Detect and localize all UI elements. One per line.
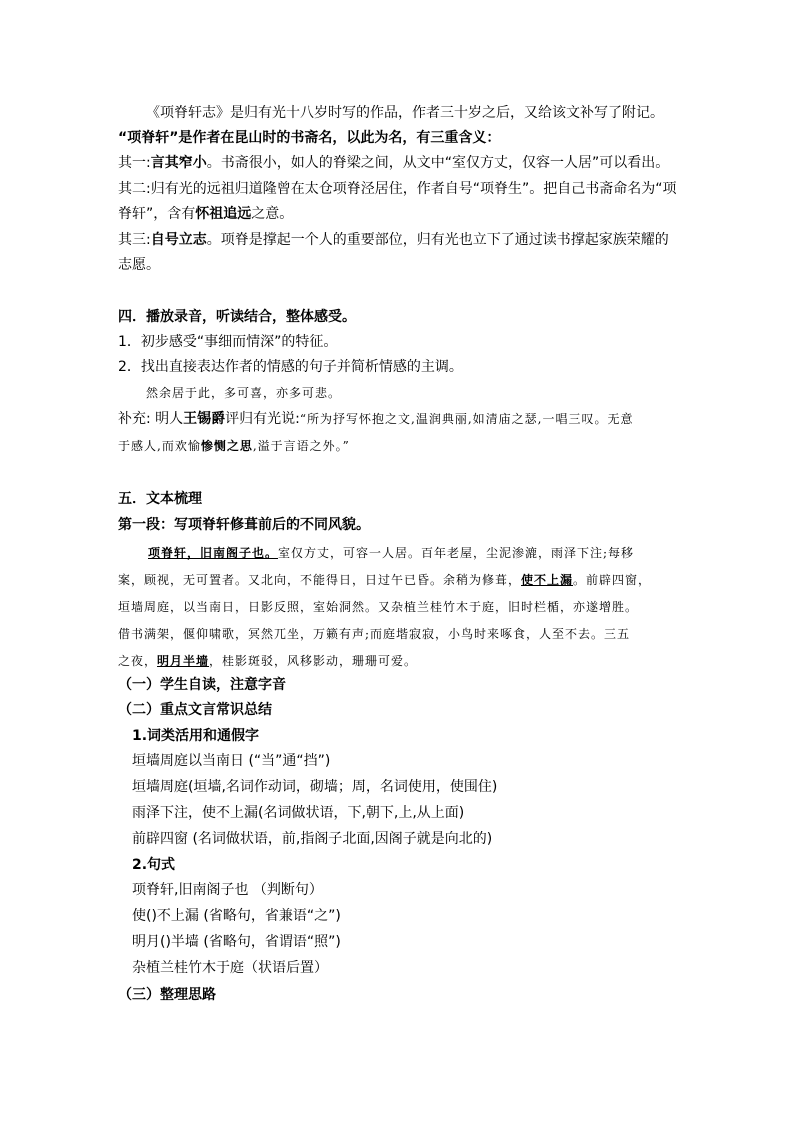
text-2-rest: 。前辟四窗， [573, 573, 652, 587]
supplement-author: 王锡爵 [183, 411, 226, 427]
supplement-quote-2a: 于感人,而欢愉 [118, 439, 201, 453]
text-5-rest: ，桂影斑驳，风移影动，珊珊可爱。 [209, 654, 418, 668]
sentence-2: 使()不上漏 (省略句，省兼语“之”) [132, 908, 341, 924]
meaning-3-keyword: 自号立志 [150, 232, 207, 248]
subheading-3: （三）整理思路 [118, 987, 216, 1003]
heading-parts-of-speech: 1.词类活用和通假字 [132, 728, 260, 744]
subheading-2: （二）重点文言常识总结 [118, 702, 272, 718]
item-2-text: 找出直接表达作者的情感的句子并简析情感的主调。 [140, 359, 463, 375]
meaning-2-line1: 其二:归有光的远祖归道隆曾在太仓项脊泾居住，作者自号“项脊生”。把自己书斋命名为“项 [118, 181, 677, 197]
meaning-1-prefix: 其一: [118, 155, 151, 171]
example-2: 垣墙周庭(垣墙,名词作动词，砌墙；周，名词使用，使围住) [132, 779, 498, 795]
meaning-2-keyword: 怀祖追远 [195, 206, 252, 222]
heading-sentence-patterns: 2.句式 [132, 857, 176, 873]
text-1-rest: 室仅方丈，可容一人居。百年老屋，尘泥渗漉，雨泽下注;每移 [278, 546, 635, 560]
meaning-3-prefix: 其三: [118, 232, 151, 248]
supplement-quote-2c: ,溢于言语之外。” [252, 439, 350, 453]
classical-text-line-1 [148, 544, 634, 562]
text-2-a: 案，顾视，无可置者。又北向，不能得日，日过午已昏。余稍为修葺， [118, 573, 522, 587]
subheading-1: （一）学生自读，注意字音 [118, 677, 286, 693]
section-4-heading: 四．播放录音，听读结合，整体感受。 [118, 309, 356, 325]
supplement-quote-2b: 惨恻之思 [200, 439, 253, 453]
text-2-underline: 使不上漏 [521, 573, 574, 587]
text-5-pre: 之夜， [118, 654, 158, 668]
intro-line: 《项脊轩志》是归有光十八岁时写的作品，作者三十岁之后，又给该文补写了附记。 [146, 105, 664, 121]
meaning-1-keyword: 言其窄小 [150, 155, 207, 171]
meaning-2-pre: 脊轩”，含有 [118, 206, 196, 222]
classical-text-line-3: 垣墙周庭，以当南日，日影反照，室始洞然。又杂植兰桂竹木于庭，旧时栏楯，亦遂增胜。 [118, 600, 639, 614]
text-5-underline: 明月半墙 [157, 654, 210, 668]
classical-text-line-2 [118, 571, 651, 589]
meaning-2-post: 之意。 [251, 206, 294, 222]
section-4-item-2 [118, 358, 463, 376]
sentence-3: 明月()半墙 (省略句，省谓语“照”) [132, 934, 341, 950]
supplement-prefix: 补充: 明人 [118, 411, 184, 427]
sentence-1: 项脊轩,旧南阁子也 （判断句） [132, 882, 323, 898]
quote-line: 然余居于此，多可喜，亦多可悲。 [146, 386, 342, 400]
meaning-3-text: 。项脊是撑起一个人的重要部位，归有光也立下了通过读书撑起家族荣耀的 [206, 232, 669, 248]
example-4: 前辟四窗 (名词做状语，前,指阁子北面,因阁子就是向北的) [132, 831, 493, 847]
intro-heading: “项脊轩”是作者在昆山时的书斋名，以此为名，有三重含义： [118, 130, 501, 146]
item-1-text: 初步感受“事细而情深”的特征。 [140, 334, 338, 350]
meaning-1 [118, 154, 669, 172]
meaning-1-text: 。书斋很小，如人的脊梁之间，从文中“室仅方丈，仅容一人居”可以看出。 [206, 155, 670, 171]
section-4-item-1 [118, 333, 337, 351]
sentence-4: 杂植兰桂竹木于庭（状语后置） [132, 960, 328, 976]
paragraph-1-heading: 第一段：写项脊轩修葺前后的不同风貌。 [118, 517, 370, 533]
supplement-line1 [118, 410, 633, 428]
supplement-quote-1: “所为抒写怀抱之文,温润典丽,如清庙之瑟,一唱三叹。无意 [299, 412, 634, 426]
meaning-3-cont: 志愿。 [118, 257, 160, 273]
classical-text-line-5 [118, 652, 417, 670]
meaning-3 [118, 231, 669, 249]
supplement-mid: 评归有光说: [225, 411, 300, 427]
meaning-2-line2 [118, 205, 293, 223]
example-3: 雨泽下注，使不上漏(名词做状语，下,朝下,上,从上面) [132, 805, 465, 821]
classical-text-line-4: 借书满架，偃仰啸歌，冥然兀坐，万籁有声;而庭堦寂寂，小鸟时来啄食，人至不去。三五 [118, 627, 631, 641]
supplement-line2 [118, 437, 350, 455]
section-5-heading: 五．文本梳理 [118, 491, 202, 507]
text-1-bold: 项脊轩，旧南阁子也。 [148, 546, 279, 560]
item-2-number: 2． [118, 359, 141, 375]
item-1-number: 1． [118, 334, 141, 350]
example-1: 垣墙周庭以当南日 (“当”通“挡”) [132, 753, 331, 769]
